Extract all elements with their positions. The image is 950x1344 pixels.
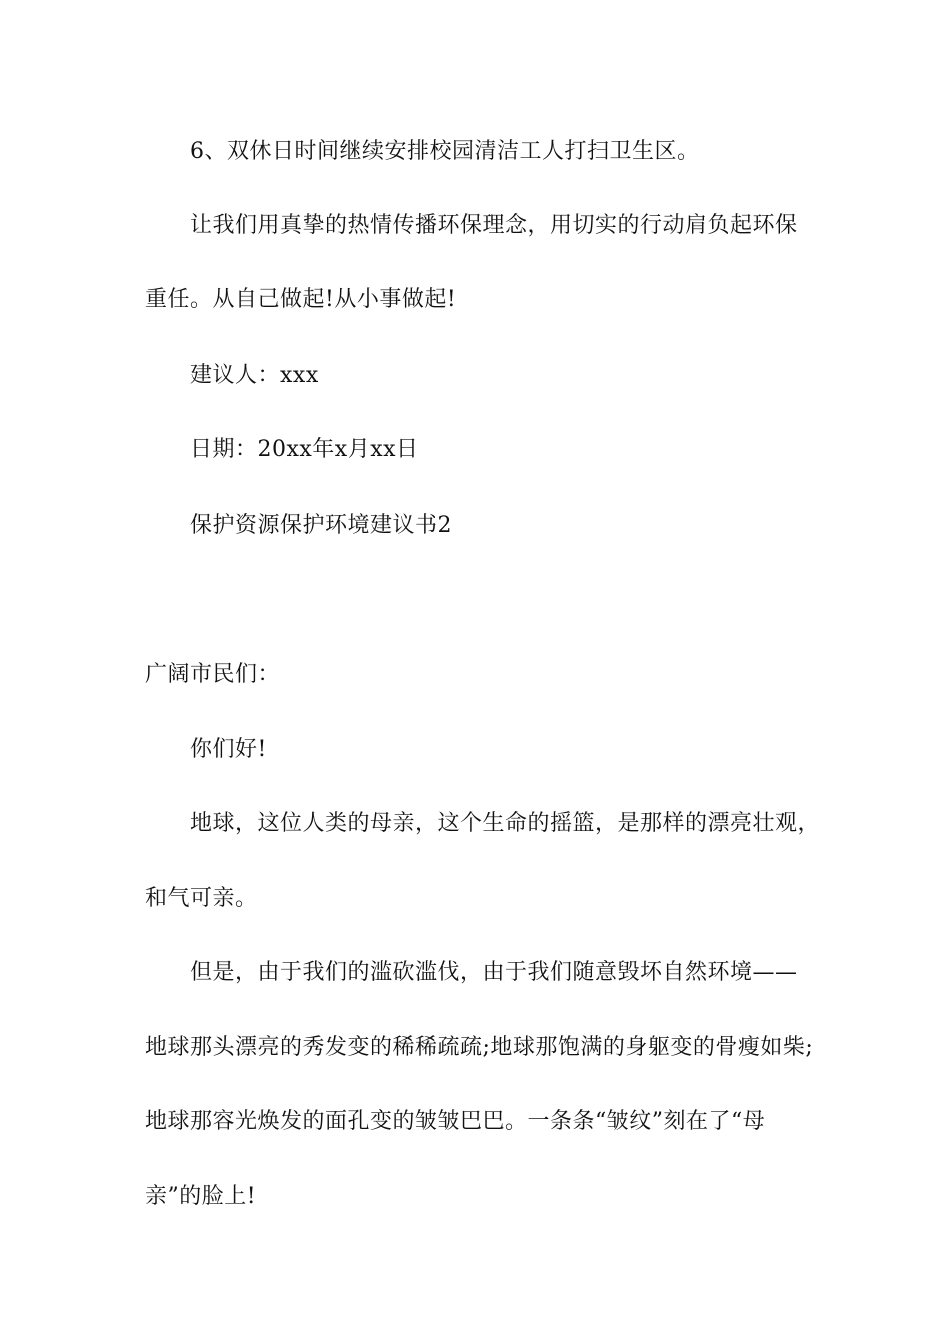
paragraph-2-line-4: 亲”的脸上! xyxy=(145,1184,257,1209)
date-line: 日期：20xx年x月xx日 xyxy=(190,437,419,462)
text-line-item-6: 6、双休日时间继续安排校园清洁工人打扫卫生区。 xyxy=(190,139,700,164)
paragraph-2-line-3: 地球那容光焕发的面孔变的皱皱巴巴。一条条“皱纹”刻在了“母 xyxy=(145,1109,766,1134)
section-title: 保护资源保护环境建议书2 xyxy=(190,513,452,538)
proposer-line: 建议人：xxx xyxy=(190,363,319,388)
paragraph-2-line-2: 地球那头漂亮的秀发变的稀稀疏疏;地球那饱满的身躯变的骨瘦如柴; xyxy=(145,1035,814,1060)
text-line-closing: 让我们用真挚的热情传播环保理念，用切实的行动肩负起环保 xyxy=(190,213,798,238)
salutation: 广阔市民们： xyxy=(145,662,281,687)
paragraph-1-line-2: 和气可亲。 xyxy=(145,886,258,911)
paragraph-2-line-1: 但是，由于我们的滥砍滥伐，由于我们随意毁坏自然环境—— xyxy=(190,960,798,985)
paragraph-1-line-1: 地球，这位人类的母亲，这个生命的摇篮，是那样的漂亮壮观， xyxy=(190,811,821,836)
greeting: 你们好! xyxy=(190,737,267,762)
text-line-closing-cont: 重任。从自己做起!从小事做起! xyxy=(145,287,457,312)
